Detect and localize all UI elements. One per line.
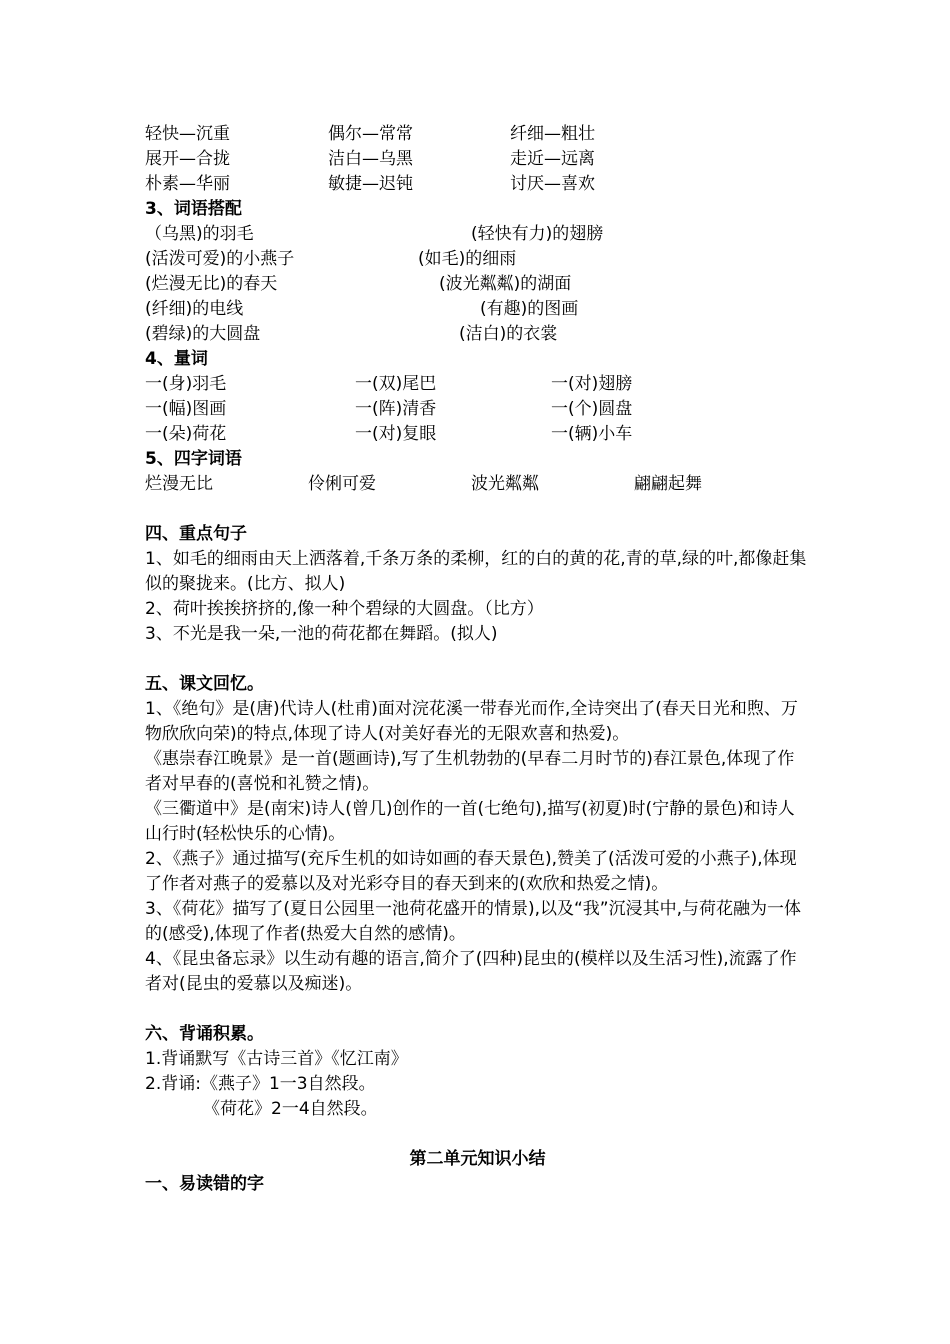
measure-item: 一(对)复眼 [355,424,437,444]
review-paragraph: 2、《燕子》通过描写(充斥生机的如诗如画的春天景色),赞美了(活泼可爱的小燕子),体现了作者对燕子的爱慕以及对光彩夺目的春天到来的(欢欣和热爱之情)。 [145,849,797,894]
review-paragraph: 4、《昆虫备忘录》以生动有趣的语言,简介了(四种)昆虫的(模样以及生活习性),流露了作者对(昆虫的爱慕以及痴迷)。 [145,949,797,994]
measure-row [145,397,810,422]
sentence-paragraph: 3、不光是我一朵,一池的荷花都在舞蹈。(拟人) [145,624,498,644]
collocation-item: (如毛)的细雨 [418,249,517,269]
recite-item: 1.背诵默写《古诗三首》《忆江南》 [145,1049,408,1069]
collocation-row [145,222,810,247]
measure-item: 一(阵)清香 [355,399,437,419]
antonym-pair: 走近—远离 [510,149,595,169]
antonym-pair: 纤细—粗壮 [510,124,595,144]
idiom-item: 波光粼粼 [471,474,539,494]
measure-item: 一(幅)图画 [145,399,227,419]
review-paragraph: 《惠崇春江晚景》是一首(题画诗),写了生机勃勃的(早春二月时节的)春江景色,体现了作者对早春的(喜悦和礼赞之情)。 [145,749,795,794]
collocation-item: (烂漫无比)的春天 [145,274,278,294]
antonym-pair: 朴素—华丽 [145,174,230,194]
measure-item: 一(个)圆盘 [551,399,633,419]
section-heading: 5、四字词语 [145,449,242,469]
antonym-pair: 敏捷—迟钝 [328,174,413,194]
recite-item: 2.背诵:《燕子》1一3自然段。 [145,1074,376,1094]
antonym-pair: 偶尔—常常 [328,124,413,144]
idiom-item: 烂漫无比 [145,474,213,494]
antonym-row [145,147,810,172]
antonym-row [145,122,810,147]
measure-row [145,372,810,397]
section-heading: 3、词语搭配 [145,199,242,219]
review-paragraph: 3、《荷花》描写了(夏日公园里一池荷花盛开的情景),以及“我”沉浸其中,与荷花融为一体的(感受),体现了作者(热爱大自然的感情)。 [145,899,802,944]
sentence-paragraph: 2、荷叶挨挨挤挤的,像一种个碧绿的大圆盘。（比方） [145,599,544,619]
collocation-item: (纤细)的电线 [145,299,244,319]
collocation-item: (轻快有力)的翅膀 [471,224,604,244]
section-heading: 4、量词 [145,349,208,369]
collocation-row [145,272,810,297]
document-page [145,122,810,1197]
collocation-item: (碧绿)的大圆盘 [145,324,261,344]
antonym-pair: 洁白—乌黑 [328,149,413,169]
section-heading: 四、重点句子 [145,524,247,544]
review-paragraph: 1、《绝句》是(唐)代诗人(杜甫)面对浣花溪一带春光而作,全诗突出了(春天日光和煦、万物欣欣向荣)的特点,体现了诗人(对美好春光的无限欢喜和热爱)。 [145,699,798,744]
section-heading: 六、背诵积累。 [145,1024,264,1044]
measure-row [145,422,810,447]
antonym-pair: 展开—合拢 [145,149,230,169]
collocation-item: (洁白)的衣裳 [459,324,558,344]
idiom-row [145,472,810,497]
unit-title: 第二单元知识小结 [409,1149,546,1169]
collocation-item: (波光粼粼)的湖面 [439,274,572,294]
antonym-row [145,172,810,197]
review-paragraph: 《三衢道中》是(南宋)诗人(曾几)创作的一首(七绝句),描写(初夏)时(宁静的景色)和诗人山行时(轻松快乐的心情)。 [145,799,795,844]
recite-item: 《荷花》2一4自然段。 [203,1099,378,1119]
collocation-item: (活泼可爱)的小燕子 [145,249,295,269]
collocation-item: （乌黑)的羽毛 [145,224,254,244]
measure-item: 一(双)尾巴 [355,374,437,394]
measure-item: 一(辆)小车 [551,424,633,444]
measure-item: 一(朵)荷花 [145,424,227,444]
collocation-row [145,297,810,322]
measure-item: 一(对)翅膀 [551,374,633,394]
idiom-item: 翩翩起舞 [634,474,702,494]
measure-item: 一(身)羽毛 [145,374,227,394]
antonym-pair: 讨厌—喜欢 [510,174,595,194]
sentence-paragraph: 1、如毛的细雨由天上洒落着,千条万条的柔柳，红的白的黄的花,青的草,绿的叶,都像赶集似的聚拢来。(比方、拟人) [145,549,807,594]
collocation-row [145,247,810,272]
section-heading: 一、易读错的字 [145,1174,264,1194]
antonym-pair: 轻快—沉重 [145,124,230,144]
collocation-item: (有趣)的图画 [480,299,579,319]
section-heading: 五、课文回忆。 [145,674,264,694]
collocation-row [145,322,810,347]
idiom-item: 伶俐可爱 [308,474,376,494]
